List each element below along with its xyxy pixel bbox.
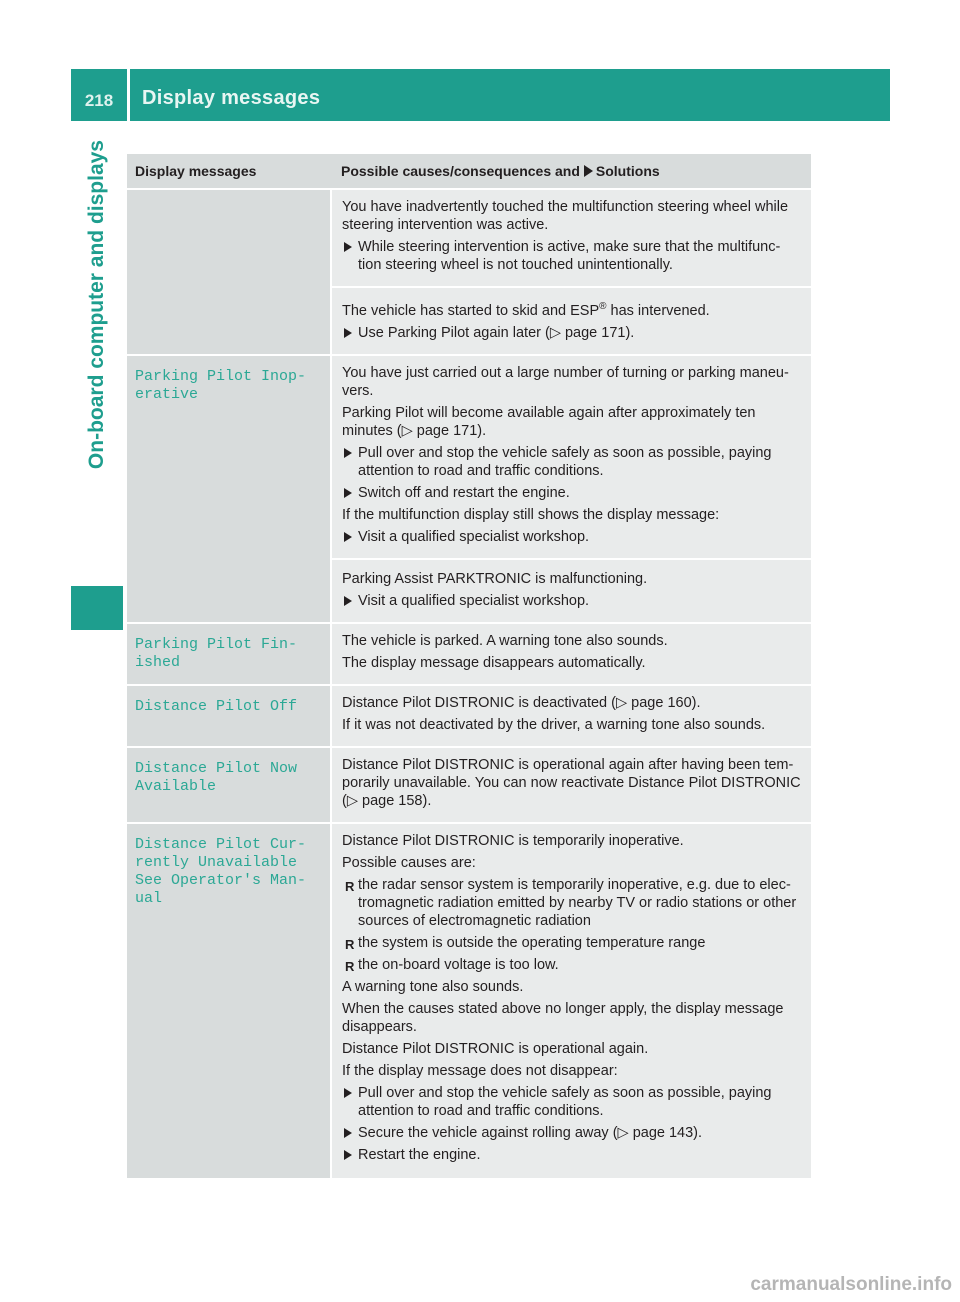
causes-cell <box>331 823 811 1178</box>
watermark: carmanualsonline.info <box>750 1274 952 1295</box>
step-arrow-icon <box>344 596 352 606</box>
header-divider <box>127 69 130 121</box>
sub-divider <box>332 558 811 560</box>
step-text: Switch off and restart the engine. <box>358 484 570 501</box>
display-message-text: Distance Pilot Cur- rently Unavailable See Operator's Man- ual <box>135 835 307 907</box>
cause-text: Distance Pilot DISTRONIC is deactivated (▷ page 160). <box>342 694 701 711</box>
display-message-text: Parking Pilot Inop- erative <box>135 367 307 403</box>
step-arrow-icon <box>344 242 352 252</box>
page-header <box>71 69 890 121</box>
cause-text: The vehicle has started to skid and ESP® has intervened. <box>342 301 710 319</box>
solution-step <box>342 528 803 546</box>
bullet-icon: R <box>345 878 355 894</box>
solution-step <box>342 444 803 480</box>
sub-divider <box>332 286 811 288</box>
display-message-text: Distance Pilot Now Available <box>135 759 298 795</box>
message-cell <box>127 189 331 355</box>
solution-step <box>342 1084 803 1120</box>
step-text: Visit a qualified specialist workshop. <box>358 592 590 609</box>
solution-step <box>342 324 803 342</box>
cause-text: You have just carried out a large number of turning or parking maneu-vers. <box>342 364 789 399</box>
message-cell <box>127 623 331 685</box>
display-messages-table <box>127 154 811 1178</box>
table-row <box>127 823 811 1178</box>
causes-cell <box>331 685 811 747</box>
step-arrow-icon <box>344 328 352 338</box>
step-text: Pull over and stop the vehicle safely as soon as possible, paying attention to road and traffic conditions. <box>358 444 772 479</box>
cause-text: Distance Pilot DISTRONIC is operational again. <box>342 1040 649 1057</box>
step-arrow-icon <box>344 488 352 498</box>
table-row <box>127 747 811 823</box>
bullet-icon: R <box>345 936 355 952</box>
step-text: While steering intervention is active, make sure that the multifunc-tion steering wheel is not touched unintentionally. <box>358 239 781 273</box>
bullet-icon: R <box>345 958 355 974</box>
cause-text: If the display message does not disappear: <box>342 1062 618 1079</box>
cause-text: A warning tone also sounds. <box>342 978 524 995</box>
cause-text: Parking Pilot will become available again after approximately ten minutes (▷ page 171). <box>342 404 756 439</box>
solution-arrow-icon <box>584 165 593 177</box>
solution-step <box>342 484 803 502</box>
col-header-causes-suffix: Solutions <box>595 163 660 179</box>
chapter-marker <box>71 586 123 630</box>
step-text: Use Parking Pilot again later (▷ page 171). <box>358 324 635 341</box>
table-header-row <box>127 154 811 189</box>
table-row <box>127 685 811 747</box>
chapter-side-tab <box>71 140 123 630</box>
cause-text: Distance Pilot DISTRONIC is operational again after having been tem-porarily unavailable. You can now reactivate Distance Pilot DISTRONIC (▷ page 158). <box>342 756 801 809</box>
step-text: Visit a qualified specialist workshop. <box>358 528 590 545</box>
solution-step <box>342 1146 803 1164</box>
cause-text: If the multifunction display still shows the display message: <box>342 506 720 523</box>
page-number: 218 <box>84 91 114 110</box>
causes-cell <box>331 189 811 355</box>
cause-text: Parking Assist PARKTRONIC is malfunctioning. <box>342 570 648 587</box>
causes-cell <box>331 747 811 823</box>
message-cell <box>127 823 331 1178</box>
col-header-causes-prefix: Possible causes/consequences and <box>341 163 580 179</box>
cause-bullet <box>342 876 803 930</box>
cause-text: When the causes stated above no longer apply, the display message disappears. <box>342 1000 784 1035</box>
page-title: Display messages <box>142 87 321 109</box>
causes-cell <box>331 355 811 623</box>
bullet-text: the on-board voltage is too low. <box>358 956 559 973</box>
bullet-text: the system is outside the operating temperature range <box>358 934 706 951</box>
message-cell <box>127 685 331 747</box>
step-arrow-icon <box>344 448 352 458</box>
solution-step <box>342 1124 803 1142</box>
table-row <box>127 189 811 355</box>
step-text: Pull over and stop the vehicle safely as soon as possible, paying attention to road and traffic conditions. <box>358 1084 772 1119</box>
bullet-text: the radar sensor system is temporarily inoperative, e.g. due to elec-tromagnetic radiation emitted by nearby TV or radio stations or other sources of electromagnetic radiation <box>358 876 797 929</box>
causes-cell <box>331 623 811 685</box>
cause-bullet <box>342 956 803 974</box>
col-header-display: Display messages <box>127 154 331 189</box>
cause-bullet <box>342 934 803 952</box>
cause-text: The vehicle is parked. A warning tone also sounds. <box>342 632 668 649</box>
table-row <box>127 623 811 685</box>
col-header-causes <box>331 154 811 189</box>
message-cell <box>127 355 331 623</box>
chapter-title: On-board computer and displays <box>85 140 108 470</box>
cause-text: Distance Pilot DISTRONIC is temporarily inoperative. <box>342 832 684 849</box>
step-arrow-icon <box>344 1128 352 1138</box>
step-text: Secure the vehicle against rolling away (▷ page 143). <box>358 1124 703 1141</box>
cause-text: You have inadvertently touched the multifunction steering wheel while steering intervention was active. <box>342 199 789 233</box>
step-arrow-icon <box>344 1088 352 1098</box>
step-arrow-icon <box>344 1150 352 1160</box>
cause-text: If it was not deactivated by the driver, a warning tone also sounds. <box>342 716 766 733</box>
solution-step <box>342 238 803 274</box>
step-arrow-icon <box>344 532 352 542</box>
display-message-text: Parking Pilot Fin- ished <box>135 635 298 671</box>
display-message-text: Distance Pilot Off <box>135 697 298 715</box>
table-row <box>127 355 811 623</box>
cause-text: Possible causes are: <box>342 854 476 871</box>
message-cell <box>127 747 331 823</box>
page-number-box <box>71 69 127 121</box>
solution-step <box>342 592 803 610</box>
cause-text: The display message disappears automatically. <box>342 654 646 671</box>
step-text: Restart the engine. <box>358 1146 481 1163</box>
